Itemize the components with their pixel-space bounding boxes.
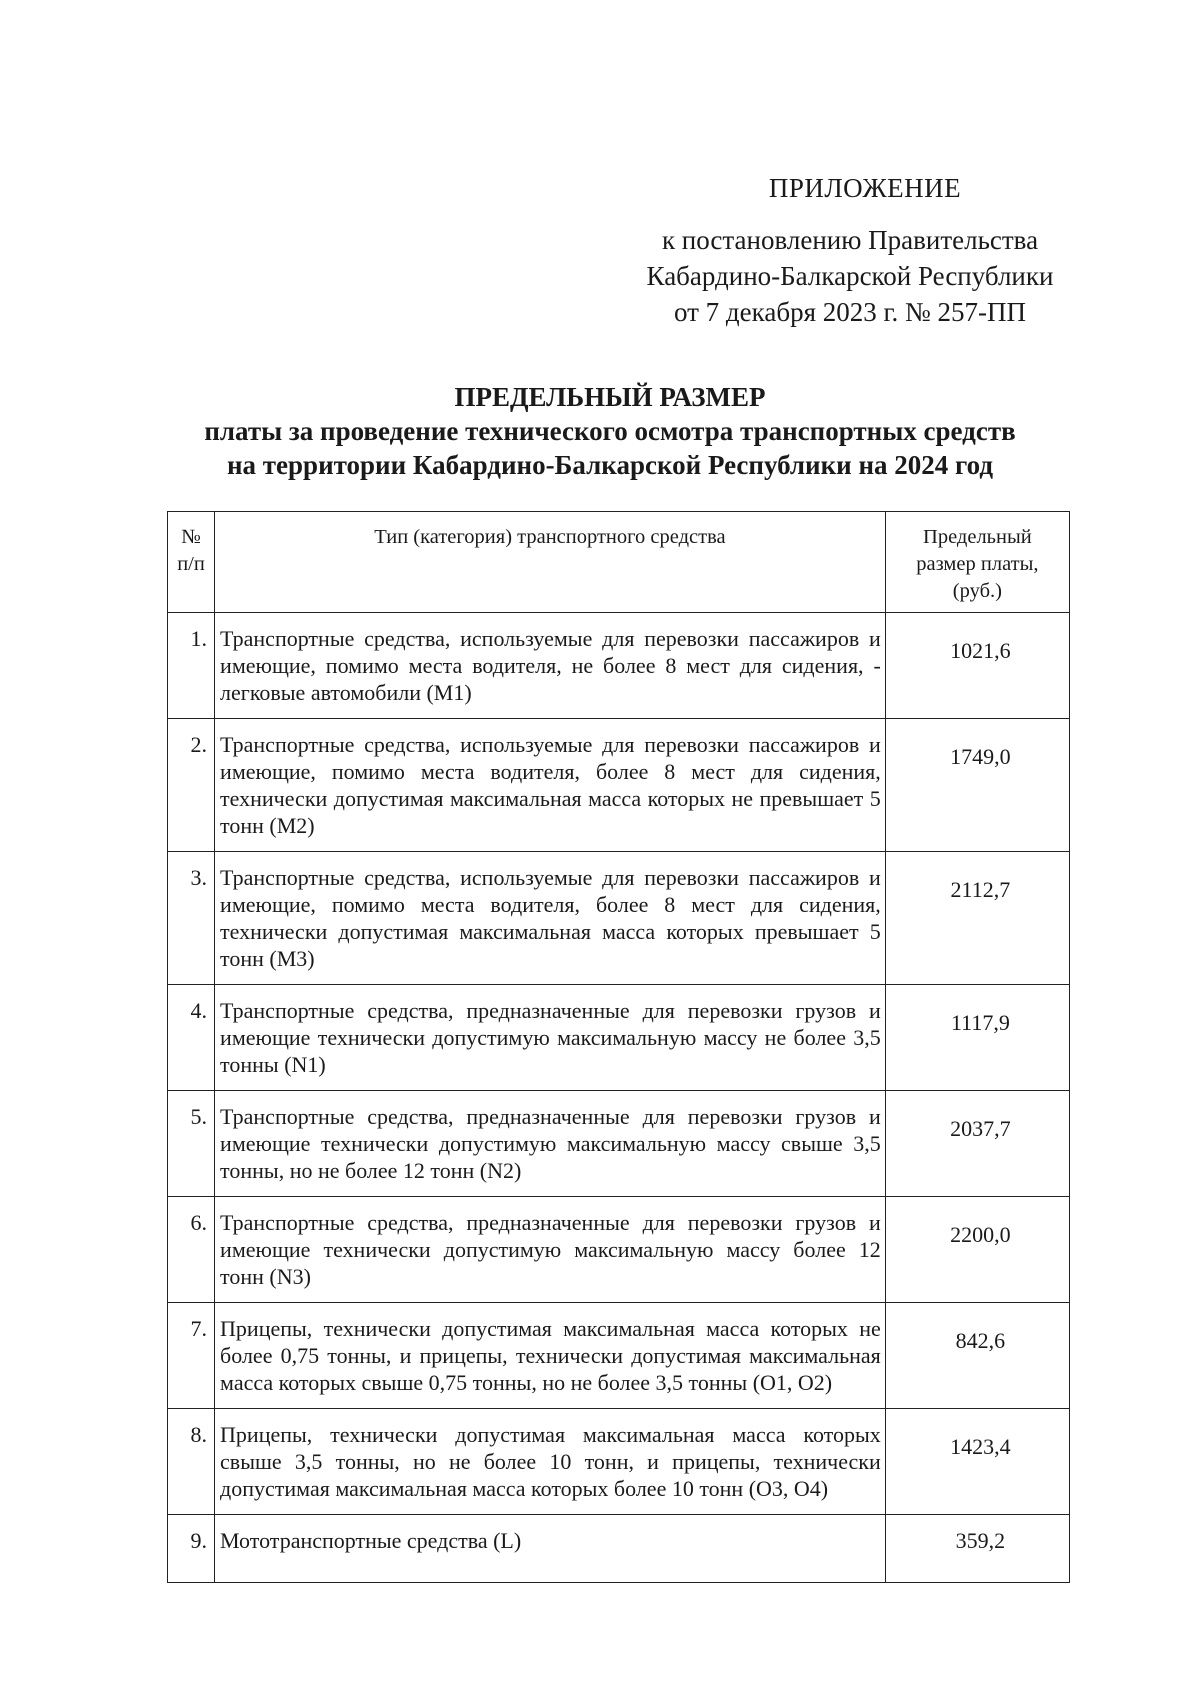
row-number: 1. <box>168 613 215 719</box>
row-vehicle-type: Транспортные средства, предназначенные для перевозки грузов и имеющие технически допустимую максимальную массу более 12 тонн (N3) <box>215 1197 886 1303</box>
table-row <box>168 1091 1070 1197</box>
row-vehicle-type: Мототранспортные средства (L) <box>215 1515 886 1583</box>
fee-table <box>167 511 1070 1583</box>
row-vehicle-type: Прицепы, технически допустимая максимальная масса которых не более 0,75 тонны, и прицепы, технически допустимая максимальная масса которых свыше 0,75 тонны, но не более 3,5 тонны (O1, O2) <box>215 1303 886 1409</box>
row-fee: 842,6 <box>885 1303 1069 1409</box>
header-fee <box>885 512 1069 613</box>
table-row <box>168 613 1070 719</box>
table-row <box>168 719 1070 852</box>
row-number: 8. <box>168 1409 215 1515</box>
row-number: 7. <box>168 1303 215 1409</box>
appendix-block <box>630 170 1070 330</box>
row-number: 3. <box>168 852 215 985</box>
header-fee-line2: размер платы, <box>916 553 1039 575</box>
title-subtitle-line2: на территории Кабардино-Балкарской Республики на 2024 год <box>226 450 994 480</box>
appendix-line-date: от 7 декабря 2023 г. № 257-ПП <box>673 297 1027 327</box>
row-fee: 359,2 <box>885 1515 1069 1583</box>
row-fee: 1117,9 <box>885 985 1069 1091</box>
row-number: 9. <box>168 1515 215 1583</box>
table-row <box>168 985 1070 1091</box>
row-number: 2. <box>168 719 215 852</box>
table-header-row <box>168 512 1070 613</box>
row-vehicle-type: Прицепы, технически допустимая максимальная масса которых свыше 3,5 тонны, но не более 10 тонн, и прицепы, технически допустимая максимальная масса которых более 10 тонн (O3, O4) <box>215 1409 886 1515</box>
header-number-line2: п/п <box>177 553 205 575</box>
row-fee: 2037,7 <box>885 1091 1069 1197</box>
row-number: 4. <box>168 985 215 1091</box>
table-row <box>168 852 1070 985</box>
row-fee: 2112,7 <box>885 852 1069 985</box>
row-fee: 1021,6 <box>885 613 1069 719</box>
row-vehicle-type: Транспортные средства, используемые для перевозки пассажиров и имеющие, помимо места водителя, более 8 мест для сидения, технически допустимая максимальная масса которых не превышает 5 тонн (М2) <box>215 719 886 852</box>
appendix-heading: ПРИЛОЖЕНИЕ <box>768 173 962 203</box>
appendix-line-republic: Кабардино-Балкарской Республики <box>646 261 1054 291</box>
document-title <box>160 380 1060 482</box>
header-fee-line1: Предельный <box>923 526 1032 548</box>
header-fee-line3: (руб.) <box>952 580 1002 602</box>
appendix-line-decree: к постановлению Правительства <box>661 225 1039 255</box>
table-row <box>168 1303 1070 1409</box>
title-subtitle-line1: платы за проведение технического осмотра транспортных средств <box>204 416 1016 446</box>
row-fee: 1423,4 <box>885 1409 1069 1515</box>
row-vehicle-type: Транспортные средства, используемые для перевозки пассажиров и имеющие, помимо места водителя, более 8 мест для сидения, технически допустимая максимальная масса которых превышает 5 тонн (М3) <box>215 852 886 985</box>
header-type: Тип (категория) транспортного средства <box>215 512 886 613</box>
row-vehicle-type: Транспортные средства, используемые для перевозки пассажиров и имеющие, помимо места водителя, не более 8 мест для сидения, - легковые автомобили (M1) <box>215 613 886 719</box>
header-number-line1: № <box>181 526 201 548</box>
table-row <box>168 1409 1070 1515</box>
row-vehicle-type: Транспортные средства, предназначенные для перевозки грузов и имеющие технически допустимую максимальную массу не более 3,5 тонны (N1) <box>215 985 886 1091</box>
row-number: 6. <box>168 1197 215 1303</box>
header-number <box>168 512 215 613</box>
row-fee: 1749,0 <box>885 719 1069 852</box>
table-row <box>168 1197 1070 1303</box>
row-number: 5. <box>168 1091 215 1197</box>
row-fee: 2200,0 <box>885 1197 1069 1303</box>
title-main: ПРЕДЕЛЬНЫЙ РАЗМЕР <box>454 382 766 412</box>
row-vehicle-type: Транспортные средства, предназначенные для перевозки грузов и имеющие технически допустимую максимальную массу свыше 3,5 тонны, но не более 12 тонн (N2) <box>215 1091 886 1197</box>
table-row <box>168 1515 1070 1583</box>
